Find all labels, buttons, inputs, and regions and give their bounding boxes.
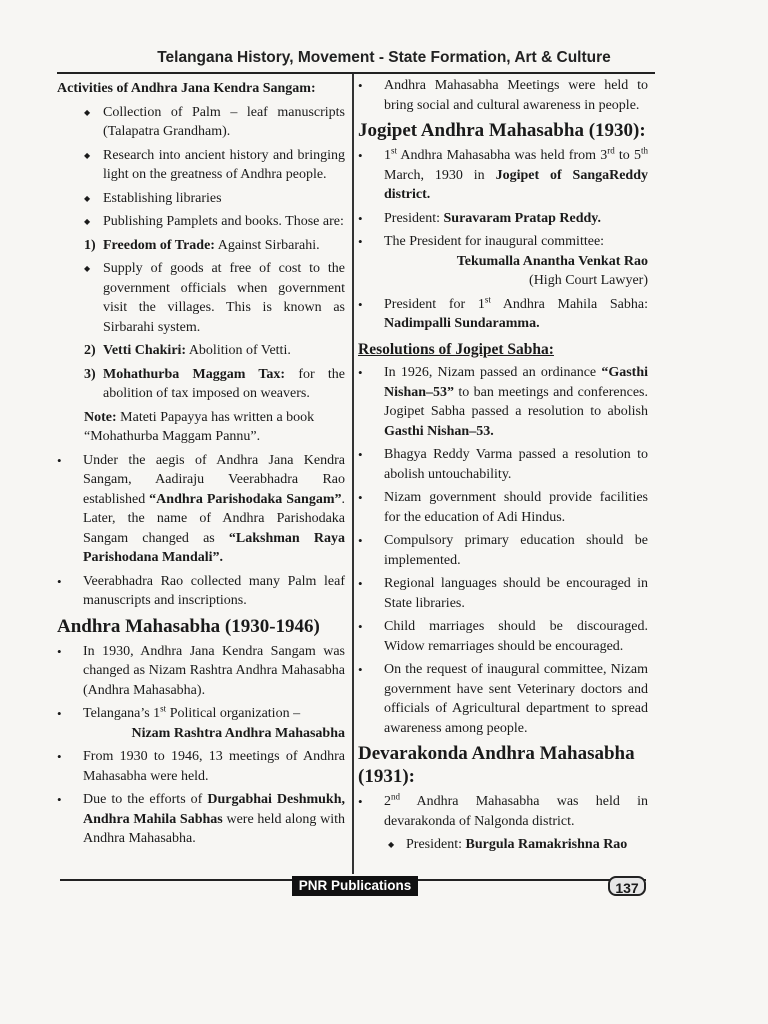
- list-item-text: Child marriages should be discouraged. Widow remarriages should be encouraged.: [384, 619, 648, 654]
- list-item: [57, 212, 345, 232]
- list-item: [358, 232, 648, 291]
- text: President for 1: [384, 296, 485, 312]
- mahasabha-list: [57, 642, 345, 849]
- item-number: 1): [84, 237, 96, 253]
- text: March, 1930 in: [384, 167, 496, 183]
- bold-text: “Lakshman Raya Parishodana Mandali”.: [83, 530, 345, 565]
- bold-text: Gasthi Nishan–53.: [384, 423, 494, 439]
- list-item: [57, 747, 345, 786]
- text: Political organization –: [166, 706, 301, 721]
- item-text: Abolition of Vetti.: [186, 343, 291, 358]
- text: President:: [406, 837, 466, 852]
- superscript: rd: [607, 145, 615, 156]
- publisher-label: PNR Publications: [292, 876, 418, 896]
- item-text: for the abolition of tax imposed on weavers.: [103, 366, 345, 401]
- list-item: [57, 103, 345, 142]
- list-item-text: From 1930 to 1946, 13 meetings of Andhra Mahasabha were held.: [83, 749, 345, 784]
- list-item-text: Regional languages should be encouraged in State libraries.: [384, 576, 648, 611]
- text: Due to the efforts of: [83, 792, 208, 807]
- bold-text: Tekumalla Anantha Venkat Rao: [456, 253, 648, 269]
- activities-list: [57, 103, 345, 404]
- text: to ban meetings and conferences. Jogipet Sabha passed a resolution to abolish: [384, 384, 648, 419]
- list-item-text: On the request of inaugural committee, Nizam government have sent Veterinary doctors and officials of Agricultural department to spread awareness among people.: [384, 662, 648, 736]
- list-item-text: Research into ancient history and bringing light on the greatness of Andhra people.: [103, 147, 345, 182]
- superscript: th: [641, 145, 649, 156]
- list-item: [358, 574, 648, 613]
- jogipet-list: [358, 146, 648, 334]
- resolutions-list: [358, 363, 648, 738]
- list-item-text: Establishing libraries: [103, 190, 222, 206]
- bold-text: Nadimpalli Sundaramma.: [384, 316, 540, 331]
- bold-text: Nizam Rashtra Andhra Mahasabha: [131, 725, 345, 741]
- list-item-text: In 1930, Andhra Jana Kendra Sangam was changed as Nizam Rashtra Andhra Mahasabha (Andhra Mahasabha).: [83, 643, 345, 698]
- text: Telangana’s 1: [83, 706, 161, 721]
- text: Andhra Mahasabha was held in devarakonda of Nalgonda district.: [384, 794, 648, 829]
- note-text: Mateti Papayya has written a book “Mohathurba Maggam Pannu”.: [84, 409, 315, 444]
- list-item-text: Andhra Mahasabha Meetings were held to bring social and cultural awareness in people.: [384, 78, 648, 113]
- text: Under the aegis of Andhra Jana Kendra Sangam, Aadiraju Veerabhadra Rao established: [83, 452, 345, 507]
- list-item-text: Veerabhadra Rao collected many Palm leaf manuscripts and inscriptions.: [83, 573, 345, 608]
- text: Andhra Mahila Sabha:: [490, 296, 648, 312]
- page-header-title: Telangana History, Movement - State Formation, Art & Culture: [157, 49, 611, 66]
- list-item: [57, 189, 345, 209]
- right-column: [358, 76, 648, 859]
- activities-heading: Activities of Andhra Jana Kendra Sangam:: [57, 81, 316, 96]
- text: 2: [384, 794, 391, 809]
- text: In 1926, Nizam passed an ordinance: [384, 365, 602, 380]
- meetings-list: [358, 76, 648, 115]
- devarakonda-list: [358, 792, 648, 855]
- superscript: st: [484, 293, 491, 304]
- bold-text: “Gasthi Nishan–53”: [384, 365, 648, 400]
- list-item: [57, 259, 345, 337]
- list-item: [57, 146, 345, 185]
- item-term: Freedom of Trade:: [103, 237, 215, 253]
- list-item: [358, 660, 648, 738]
- bold-text: Jogipet of SangaReddy district.: [384, 167, 648, 202]
- bold-text: Burgula Ramakrishna Rao: [465, 837, 628, 852]
- text: The President for inaugural committee:: [384, 234, 605, 249]
- numbered-item: [57, 365, 345, 404]
- bold-text: Suravaram Pratap Reddy.: [443, 210, 601, 226]
- note-label: Note:: [84, 409, 117, 425]
- item-term: Mohathurba Maggam Tax:: [103, 366, 286, 382]
- list-item: [358, 146, 648, 205]
- list-item-text: Compulsory primary education should be implemented.: [384, 533, 648, 568]
- text: 1: [384, 148, 391, 163]
- list-item: [358, 617, 648, 656]
- section-heading-jogipet: Jogipet Andhra Mahasabha (1930):: [358, 120, 646, 141]
- list-item: [358, 488, 648, 527]
- section-heading-resolutions: Resolutions of Jogipet Sabha:: [358, 340, 554, 358]
- text: to 5: [614, 148, 641, 163]
- text: Andhra Mahasabha was held from 3: [397, 148, 608, 163]
- list-item: [57, 790, 345, 849]
- item-number: 3): [84, 366, 96, 382]
- list-item-text: Publishing Pamplets and books. Those are:: [103, 214, 344, 229]
- list-item: [358, 835, 648, 855]
- list-item: [358, 295, 648, 334]
- section-heading-andhra-mahasabha: Andhra Mahasabha (1930-1946): [57, 615, 320, 637]
- list-item-text: Collection of Palm – leaf manuscripts (Talapatra Grandham).: [103, 104, 345, 139]
- note: [57, 408, 345, 447]
- bold-text: “Andhra Parishodaka Sangam”: [149, 491, 342, 507]
- text: were held along with Andhra Mahasabha.: [83, 811, 345, 846]
- left-column: [57, 79, 345, 853]
- list-item: [57, 451, 345, 568]
- header-rule: [57, 72, 655, 74]
- item-text: Against Sirbarahi.: [214, 237, 320, 253]
- item-number: 2): [84, 343, 96, 358]
- page-number: 137: [608, 876, 646, 896]
- numbered-item: [57, 236, 345, 256]
- list-item: [57, 572, 345, 611]
- bold-text: Durgabhai Deshmukh, Andhra Mahila Sabhas: [83, 792, 346, 827]
- superscript: nd: [391, 791, 400, 802]
- sangam-list: [57, 451, 345, 611]
- list-item-text: Bhagya Reddy Varma passed a resolution to abolish untouchability.: [384, 447, 648, 482]
- superscript: st: [160, 703, 167, 714]
- list-item: [358, 792, 648, 831]
- column-divider: [352, 74, 354, 874]
- list-item: [358, 531, 648, 570]
- text: . Later, the name of Andhra Parishodaka Sangam changed as: [83, 491, 345, 546]
- numbered-item: [57, 341, 345, 361]
- list-item: [57, 704, 345, 743]
- text: (High Court Lawyer): [529, 273, 648, 288]
- list-item-text: Nizam government should provide facilities for the education of Adi Hindus.: [384, 490, 648, 525]
- item-term: Vetti Chakiri:: [103, 343, 187, 358]
- list-item: [358, 209, 648, 229]
- list-item: [358, 445, 648, 484]
- section-heading-devarakonda: Devarakonda Andhra Mahasabha (1931):: [358, 743, 635, 787]
- text: President:: [384, 210, 444, 226]
- list-item-text: Supply of goods at free of cost to the government officials when government visit the villages. This is known as Sirbarahi system.: [103, 261, 345, 335]
- list-item: [358, 363, 648, 441]
- superscript: st: [391, 145, 398, 156]
- list-item: [57, 642, 345, 701]
- list-item: [358, 76, 648, 115]
